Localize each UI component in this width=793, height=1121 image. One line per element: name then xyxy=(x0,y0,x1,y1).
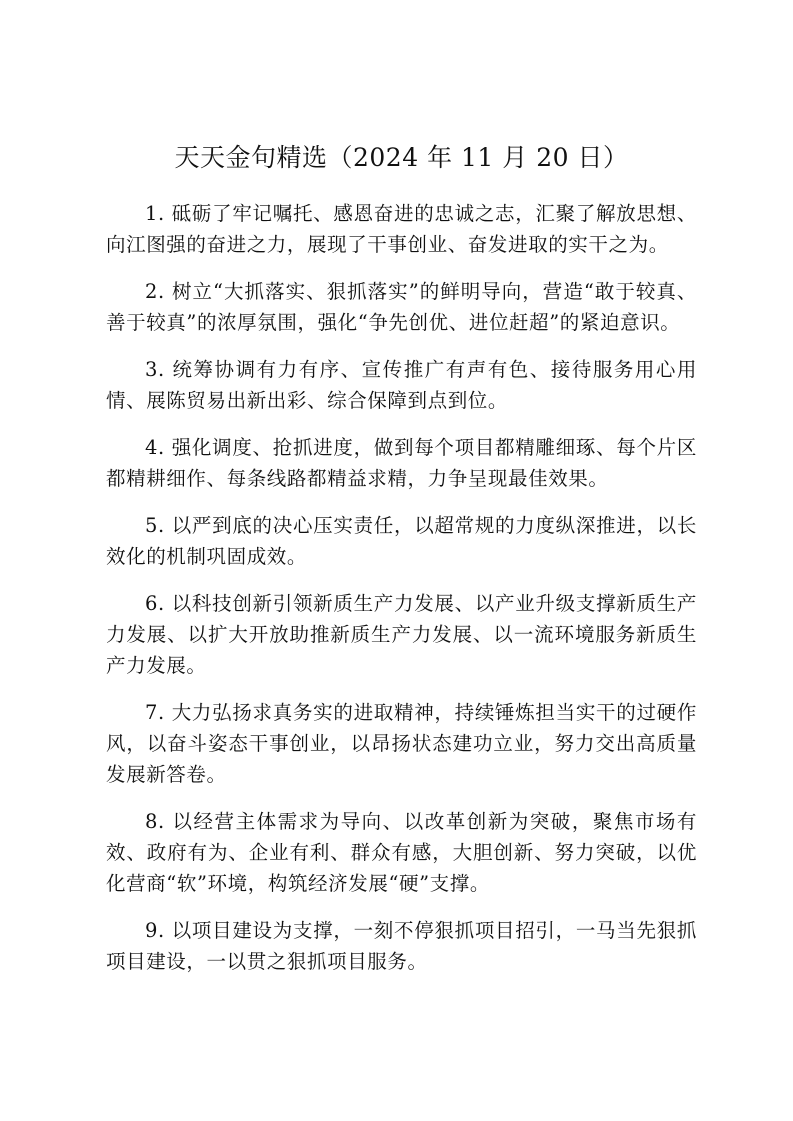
quote-item-9: 9. 以项目建设为支撑，一刻不停狠抓项目招引，一马当先狠抓项目建设，一以贯之狠抓项目服务。 xyxy=(106,919,697,973)
quote-item-2: 2. 树立“大抓落实、狠抓落实”的鲜明导向，营造“敢于较真、善于较真”的浓厚氛围，强化“争先创优、进位赶超”的紧迫意识。 xyxy=(106,280,697,334)
page-title: 天天金句精选（2024 年 11 月 20 日） xyxy=(174,143,629,172)
quote-list xyxy=(106,198,697,977)
quote-item-6: 6. 以科技创新引领新质生产力发展、以产业升级支撑新质生产力发展、以扩大开放助推新质生产力发展、以一流环境服务新质生产力发展。 xyxy=(106,592,697,677)
quote-item-3: 3. 统筹协调有力有序、宣传推广有声有色、接待服务用心用情、展陈贸易出新出彩、综合保障到点到位。 xyxy=(106,358,697,412)
quote-item-8: 8. 以经营主体需求为导向、以改革创新为突破，聚焦市场有效、政府有为、企业有利、群众有感，大胆创新、努力突破，以优化营商“软”环境，构筑经济发展“硬”支撑。 xyxy=(106,810,697,895)
quote-item-1: 1. 砥砺了牢记嘱托、感恩奋进的忠诚之志，汇聚了解放思想、向江图强的奋进之力，展现了干事创业、奋发进取的实干之为。 xyxy=(106,202,697,256)
quote-item-4: 4. 强化调度、抢抓进度，做到每个项目都精雕细琢、每个片区都精耕细作、每条线路都精益求精，力争呈现最佳效果。 xyxy=(106,436,697,490)
quote-item-5: 5. 以严到底的决心压实责任，以超常规的力度纵深推进，以长效化的机制巩固成效。 xyxy=(106,514,697,568)
quote-item-7: 7. 大力弘扬求真务实的进取精神，持续锤炼担当实干的过硬作风，以奋斗姿态干事创业，以昂扬状态建功立业，努力交出高质量发展新答卷。 xyxy=(106,701,697,786)
